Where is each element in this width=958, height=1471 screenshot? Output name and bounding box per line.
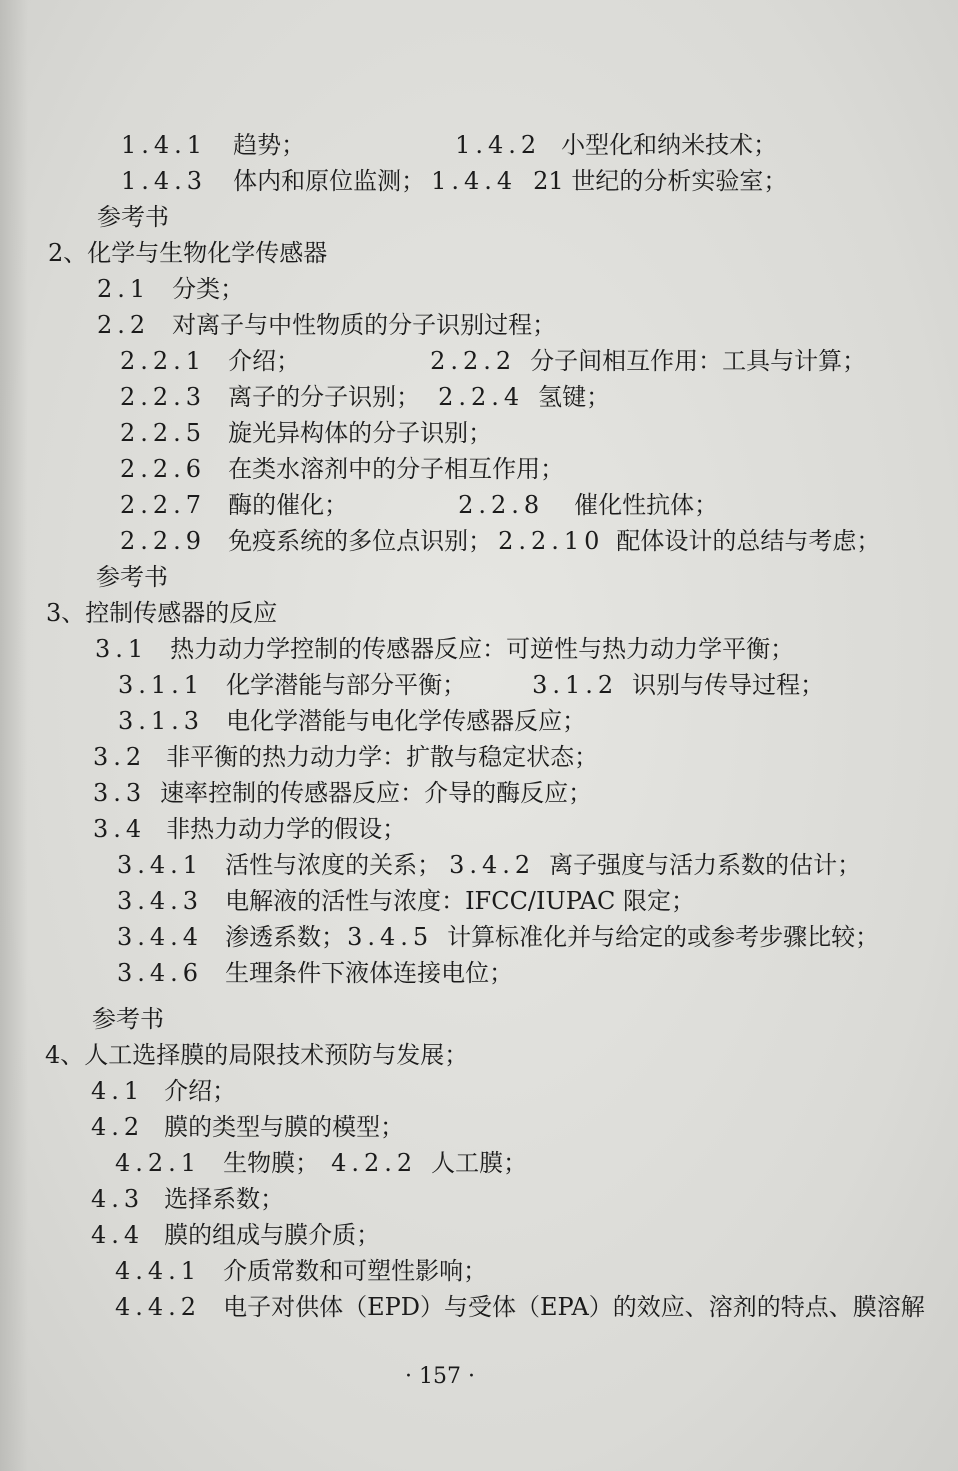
section-title: 选择系数；	[164, 1185, 285, 1213]
chapter-heading: 2、化学与生物化学传感器	[48, 239, 328, 267]
section-number: 3.4.4	[117, 923, 204, 951]
section-title: 酶的催化；	[228, 491, 349, 519]
section-number: 2.2.6	[120, 455, 207, 483]
section-number: 3.4.3	[117, 887, 204, 915]
section-number: 1.4.2	[455, 131, 542, 159]
section-number: 2.2.4	[438, 383, 525, 411]
section-title: 21 世纪的分析实验室；	[533, 167, 788, 195]
section-title: 热力动力学控制的传感器反应：可逆性与热力动力学平衡；	[170, 635, 795, 663]
toc-line	[115, 1292, 925, 1322]
section-title: 介绍；	[228, 347, 301, 375]
section-title: 电化学潜能与电化学传感器反应；	[226, 707, 587, 735]
section-number: 3.1.3	[118, 707, 205, 735]
section-title: 人工膜；	[431, 1149, 528, 1177]
toc-line	[91, 1076, 236, 1106]
section-number: 2.2.5	[120, 419, 207, 447]
toc-line	[120, 418, 492, 448]
section-number: 2.1	[97, 275, 151, 303]
section-title: 生理条件下液体连接电位；	[225, 959, 514, 987]
toc-line	[117, 850, 861, 880]
section-number: 3.4.5	[347, 923, 434, 951]
page-number: · 157 ·	[405, 1364, 475, 1389]
section-number: 2.2	[97, 311, 151, 339]
toc-line	[117, 958, 513, 988]
toc-line	[120, 526, 880, 556]
reference-heading: 参考书	[97, 203, 169, 231]
section-title: 非热力动力学的假设；	[166, 815, 407, 843]
section-number: 3.4.1	[117, 851, 204, 879]
section-title: 离子的分子识别；	[228, 383, 421, 411]
toc-line	[93, 814, 406, 844]
section-title: 生物膜；	[223, 1149, 320, 1177]
page-spine-shadow	[0, 0, 28, 1471]
section-number: 4.1	[91, 1077, 145, 1105]
section-number: 2.2.2	[430, 347, 517, 375]
section-number: 2.2.7	[120, 491, 207, 519]
section-number: 3.1.1	[118, 671, 205, 699]
chapter-heading: 3、控制传感器的反应	[46, 599, 278, 627]
chapter-heading: 4、人工选择膜的局限技术预防与发展；	[45, 1041, 469, 1069]
section-title: 介绍；	[164, 1077, 237, 1105]
section-number: 3.1	[95, 635, 149, 663]
toc-line	[118, 706, 586, 736]
section-title: 小型化和纳米技术；	[561, 131, 778, 159]
section-number: 3.2	[93, 743, 147, 771]
reference-heading: 参考书	[92, 1005, 164, 1033]
toc-line	[97, 310, 556, 340]
section-title: 电解液的活性与浓度：IFCC/IUPAC 限定；	[225, 887, 695, 915]
section-number: 1.4.3	[121, 167, 208, 195]
section-title: 旋光异构体的分子识别；	[228, 419, 493, 447]
section-number: 4.4	[91, 1221, 145, 1249]
toc-line	[91, 1184, 284, 1214]
toc-line	[117, 922, 879, 952]
toc-line	[120, 490, 718, 520]
toc-line	[93, 742, 598, 772]
section-title: 体内和原位监测；	[233, 167, 426, 195]
toc-line	[115, 1148, 527, 1178]
section-title: 化学潜能与部分平衡；	[226, 671, 467, 699]
section-number: 4.4.2	[115, 1293, 202, 1321]
toc-line	[120, 454, 564, 484]
section-number: 3.3	[93, 779, 147, 807]
section-number: 4.2	[91, 1113, 145, 1141]
section-number: 2.2.3	[120, 383, 207, 411]
section-title: 分类；	[172, 275, 245, 303]
section-title: 渗透系数；	[225, 923, 346, 951]
section-title: 分子间相互作用：工具与计算；	[530, 347, 867, 375]
toc-line	[91, 1220, 380, 1250]
section-title: 活性与浓度的关系；	[225, 851, 442, 879]
section-title: 在类水溶剂中的分子相互作用；	[228, 455, 565, 483]
toc-line	[97, 274, 244, 304]
toc-line	[121, 166, 787, 196]
toc-line	[117, 886, 695, 916]
section-number: 4.4.1	[115, 1257, 202, 1285]
section-title: 计算标准化并与给定的或参考步骤比较；	[447, 923, 880, 951]
section-number: 1.4.4	[431, 167, 518, 195]
toc-line	[118, 670, 824, 700]
section-title: 氢键；	[538, 383, 611, 411]
section-title: 电子对供体（EPD）与受体（EPA）的效应、溶剂的特点、膜溶解	[223, 1293, 925, 1321]
section-title: 趋势；	[233, 131, 306, 159]
toc-line	[93, 778, 592, 808]
section-number: 4.3	[91, 1185, 145, 1213]
section-title: 膜的组成与膜介质；	[164, 1221, 381, 1249]
section-title: 非平衡的热力动力学：扩散与稳定状态；	[166, 743, 599, 771]
section-title: 配体设计的总结与考虑；	[616, 527, 881, 555]
section-title: 离子强度与活力系数的估计；	[549, 851, 862, 879]
toc-line	[120, 346, 866, 376]
section-number: 2.2.10	[498, 527, 605, 555]
section-title: 免疫系统的多位点识别；	[228, 527, 493, 555]
reference-heading: 参考书	[96, 563, 168, 591]
section-number: 3.4	[93, 815, 147, 843]
toc-line	[121, 130, 777, 160]
section-title: 对离子与中性物质的分子识别过程；	[172, 311, 557, 339]
section-number: 4.2.1	[115, 1149, 202, 1177]
toc-line	[115, 1256, 487, 1286]
section-title: 膜的类型与膜的模型；	[164, 1113, 405, 1141]
section-number: 4.2.2	[331, 1149, 418, 1177]
section-title: 催化性抗体；	[574, 491, 719, 519]
section-number: 2.2.1	[120, 347, 207, 375]
section-title: 速率控制的传感器反应：介导的酶反应；	[160, 779, 593, 807]
section-number: 2.2.8	[458, 491, 545, 519]
toc-line	[95, 634, 794, 664]
section-title: 介质常数和可塑性影响；	[223, 1257, 488, 1285]
section-number: 2.2.9	[120, 527, 207, 555]
section-number: 3.1.2	[532, 671, 619, 699]
section-title: 识别与传导过程；	[632, 671, 825, 699]
section-number: 3.4.2	[449, 851, 536, 879]
toc-line	[120, 382, 610, 412]
section-number: 1.4.1	[121, 131, 208, 159]
toc-line	[91, 1112, 404, 1142]
section-number: 3.4.6	[117, 959, 204, 987]
